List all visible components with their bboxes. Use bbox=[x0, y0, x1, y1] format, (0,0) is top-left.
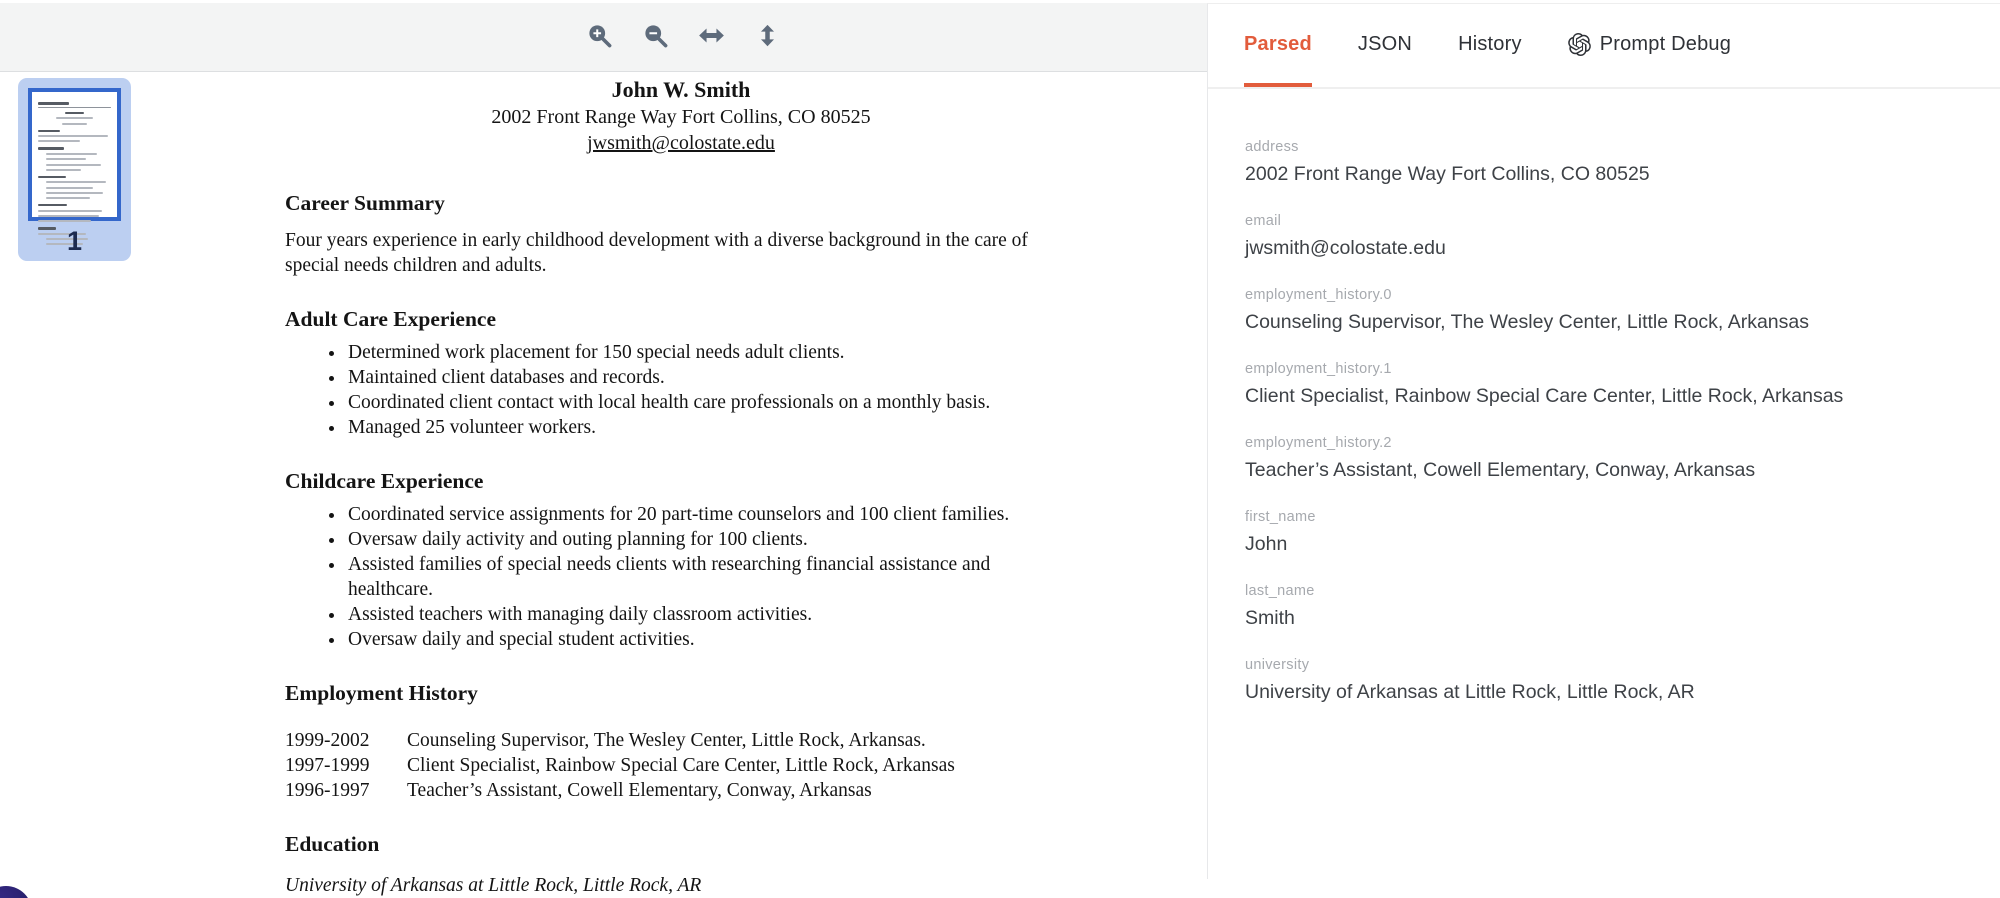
parsed-field-employment-history-2 bbox=[1245, 435, 1960, 482]
parsed-field-last-name bbox=[1245, 583, 1960, 630]
field-label: employment_history.1 bbox=[1245, 361, 1392, 377]
fit-width-arrows-icon bbox=[698, 22, 725, 52]
bullet-item: • Coordinated service assignments for 20 part-time counselors and 100 client families. bbox=[346, 502, 1077, 527]
parsed-field-address bbox=[1245, 139, 1960, 186]
document-viewer-pane bbox=[0, 3, 1207, 896]
employment-role: Teacher’s Assistant, Cowell Elementary, Conway, Arkansas bbox=[407, 780, 872, 801]
field-label: university bbox=[1245, 657, 1310, 673]
employment-years: 1999-2002 bbox=[285, 730, 370, 751]
bullet-item: • Assisted teachers with managing daily classroom activities. bbox=[346, 602, 1077, 627]
adult-care-bullet-list bbox=[285, 340, 1077, 440]
bullet-item: • Determined work placement for 150 special needs adult clients. bbox=[346, 340, 1077, 365]
field-value: Smith bbox=[1245, 607, 1295, 629]
field-value: Teacher’s Assistant, Cowell Elementary, Conway, Arkansas bbox=[1245, 459, 1756, 481]
bullet-item: • Managed 25 volunteer workers. bbox=[346, 415, 1077, 440]
fit-width-button[interactable] bbox=[698, 24, 725, 51]
employment-role: Client Specialist, Rainbow Special Care Center, Little Rock, Arkansas bbox=[407, 755, 955, 776]
section-heading-education: Education bbox=[285, 832, 380, 856]
zoom-out-icon bbox=[642, 22, 669, 52]
section-heading-adult-care: Adult Care Experience bbox=[285, 307, 496, 331]
field-value: University of Arkansas at Little Rock, Little Rock, AR bbox=[1245, 681, 1695, 703]
zoom-in-icon bbox=[586, 22, 613, 52]
section-heading-childcare: Childcare Experience bbox=[285, 469, 484, 493]
employment-years: 1997-1999 bbox=[285, 755, 370, 776]
section-heading-employment-history: Employment History bbox=[285, 681, 478, 705]
page-thumbnail-1[interactable] bbox=[18, 78, 131, 261]
thumbnail-page-preview bbox=[28, 88, 121, 221]
parsed-field-employment-history-0 bbox=[1245, 287, 1960, 334]
thumbnail-strip bbox=[0, 72, 180, 898]
viewer-content bbox=[0, 72, 1207, 898]
resume-address: 2002 Front Range Way Fort Collins, CO 80525 bbox=[491, 106, 871, 128]
bullet-item: • Oversaw daily and special student activities. bbox=[346, 627, 1077, 652]
parsed-field-first-name bbox=[1245, 509, 1960, 556]
bullet-item: • Coordinated client contact with local health care professionals on a monthly basis. bbox=[346, 390, 1077, 415]
tab-history[interactable]: History bbox=[1458, 33, 1522, 55]
viewer-toolbar bbox=[0, 3, 1207, 72]
fit-height-arrows-icon bbox=[754, 22, 781, 52]
resume-name: John W. Smith bbox=[611, 77, 751, 102]
openai-logo-icon bbox=[1568, 33, 1591, 56]
field-label: first_name bbox=[1245, 509, 1316, 525]
employment-history-rows bbox=[285, 728, 1077, 803]
panel-tab-bar bbox=[1208, 4, 2000, 89]
field-label: email bbox=[1245, 213, 1282, 229]
document-page bbox=[180, 72, 1207, 898]
parsed-field-email bbox=[1245, 213, 1960, 260]
resume-email-link[interactable]: jwsmith@colostate.edu bbox=[587, 132, 775, 154]
parsed-results-panel bbox=[1207, 3, 2000, 879]
employment-row bbox=[285, 753, 1077, 778]
tab-json[interactable]: JSON bbox=[1357, 33, 1413, 55]
childcare-bullet-list bbox=[285, 502, 1077, 652]
zoom-out-button[interactable] bbox=[642, 24, 669, 51]
field-value: 2002 Front Range Way Fort Collins, CO 80525 bbox=[1245, 163, 1650, 185]
bullet-item: • Maintained client databases and records. bbox=[346, 365, 1077, 390]
parsed-field-university bbox=[1245, 657, 1960, 704]
tab-parsed[interactable]: Parsed bbox=[1244, 4, 1312, 87]
parsed-field-employment-history-1 bbox=[1245, 361, 1960, 408]
employment-years: 1996-1997 bbox=[285, 780, 370, 801]
field-value: Counseling Supervisor, The Wesley Center, Little Rock, Arkansas bbox=[1245, 311, 1809, 333]
employment-row bbox=[285, 778, 1077, 803]
thumbnail-page-number: 1 bbox=[66, 226, 83, 256]
field-label: address bbox=[1245, 139, 1299, 155]
education-university-line: University of Arkansas at Little Rock, Little Rock, AR bbox=[285, 875, 702, 896]
field-value: John bbox=[1245, 533, 1288, 555]
field-label: employment_history.0 bbox=[1245, 287, 1392, 303]
field-value: jwsmith@colostate.edu bbox=[1245, 237, 1446, 259]
parsed-fields-list bbox=[1208, 89, 2000, 704]
field-label: employment_history.2 bbox=[1245, 435, 1392, 451]
bullet-item: • Oversaw daily activity and outing planning for 100 clients. bbox=[346, 527, 1077, 552]
field-label: last_name bbox=[1245, 583, 1315, 599]
employment-row bbox=[285, 728, 1077, 753]
resume-email bbox=[285, 130, 1077, 156]
section-heading-career-summary: Career Summary bbox=[285, 191, 445, 215]
viewer-toolbar-buttons bbox=[586, 24, 781, 51]
tab-prompt-debug[interactable] bbox=[1568, 4, 1731, 87]
field-value: Client Specialist, Rainbow Special Care Center, Little Rock, Arkansas bbox=[1245, 385, 1844, 407]
tab-prompt-debug-label: Prompt Debug bbox=[1599, 33, 1732, 55]
bullet-item: • Assisted families of special needs clients with researching financial assistance and healthcare. bbox=[346, 552, 1077, 602]
employment-role: Counseling Supervisor, The Wesley Center, Little Rock, Arkansas. bbox=[407, 730, 926, 751]
zoom-in-button[interactable] bbox=[586, 24, 613, 51]
fit-height-button[interactable] bbox=[754, 24, 781, 51]
career-summary-text: Four years experience in early childhood development with a diverse background in the care of special needs children and adults. bbox=[285, 230, 1028, 276]
